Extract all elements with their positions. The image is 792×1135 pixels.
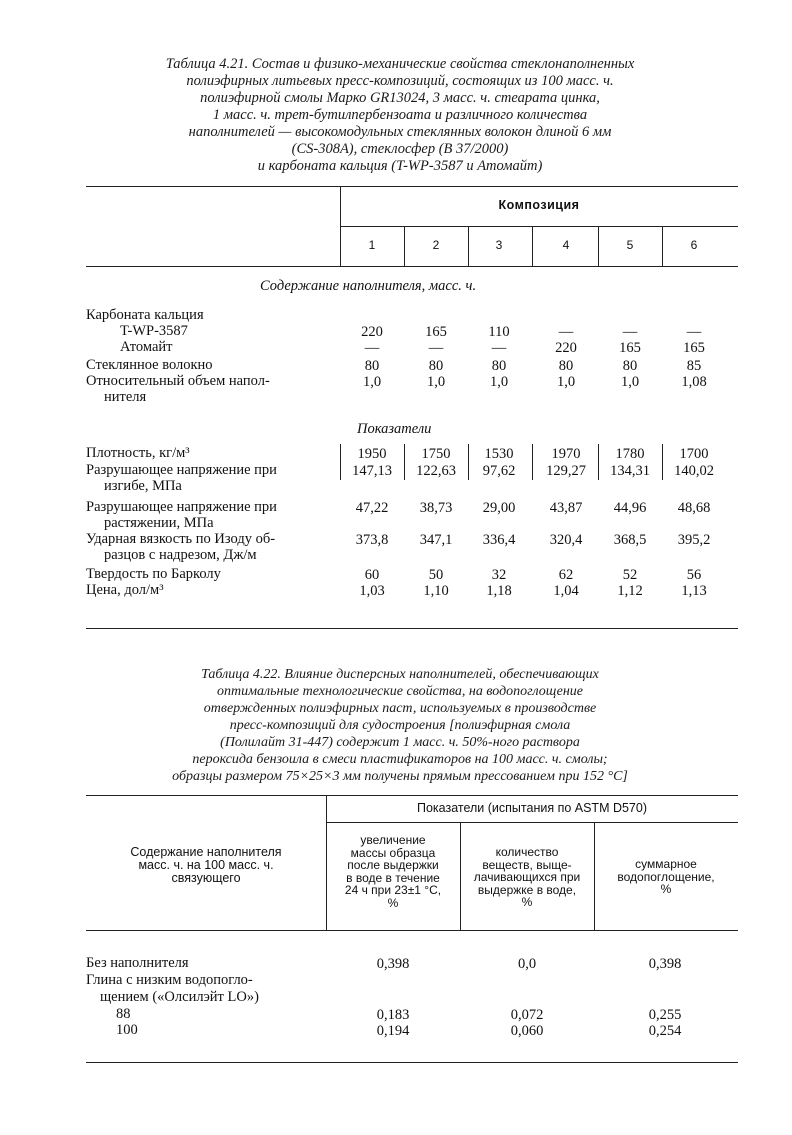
- table1-cell: —: [364, 340, 380, 356]
- table2-cell: 0,255: [648, 1007, 682, 1023]
- table1-column-number: 4: [562, 238, 570, 252]
- table1-body-column-divider: [404, 444, 405, 480]
- table2-top-rule: [86, 795, 738, 796]
- table1-row-label: Плотность, кг/м³: [86, 445, 190, 461]
- table1-row-label-continued: разцов с надрезом, Дж/м: [104, 547, 257, 563]
- table1-cell: 29,00: [482, 500, 516, 516]
- table2-col1-header: [328, 834, 458, 909]
- table1-cell: 62: [558, 567, 574, 583]
- table1-row-label-continued: нителя: [104, 389, 147, 405]
- table1-column-number: 6: [690, 238, 698, 252]
- header-line: 24 ч при 23±1 °С,: [344, 883, 442, 897]
- table2-stub-divider: [326, 795, 327, 930]
- table1-body-stub-divider: [340, 444, 341, 480]
- table1-cell: 373,8: [355, 532, 389, 548]
- caption-line: 1 масс. ч. трет-бутилпербензоата и различного количества: [212, 107, 588, 123]
- header-line: лачивающихся при: [473, 870, 581, 884]
- caption-line: и карбоната кальция (T-WP-3587 и Атомайт): [257, 158, 543, 174]
- table1-cell: 220: [361, 324, 383, 340]
- table1-cell: 85: [686, 358, 702, 374]
- table1-group-rule: [340, 226, 738, 227]
- table1-cell: —: [558, 324, 574, 340]
- table1-cell: 1530: [484, 446, 514, 462]
- header-line: масс. ч. на 100 масс. ч.: [138, 858, 274, 872]
- table1-body-column-divider: [468, 444, 469, 480]
- table1-cell: 32: [491, 567, 507, 583]
- table1-body-column-divider: [598, 444, 599, 480]
- header-line: %: [387, 895, 399, 910]
- table1-cell: 147,13: [352, 463, 392, 479]
- table1-column-divider: [598, 226, 599, 266]
- table1-cell: 165: [619, 340, 641, 356]
- header-line: в воде в течение: [346, 870, 440, 885]
- table1-cell: 50: [428, 567, 444, 583]
- table1-cell: 1,13: [681, 583, 707, 599]
- table1-group-header: Композиция: [498, 198, 580, 212]
- caption-line: пероксида бензоила в смеси пластификаторов на 100 масс. ч. смолы;: [192, 752, 608, 767]
- table1-column-number: 1: [368, 238, 376, 252]
- table2-group-header: Показатели (испытания по ASTM D570): [416, 801, 648, 815]
- table1-cell: 1,04: [553, 583, 579, 599]
- table1-cell: 220: [555, 340, 577, 356]
- table1-cell: 80: [428, 358, 444, 374]
- table1-cell: 48,68: [677, 500, 711, 516]
- table1-row-label: T-WP-3587: [120, 323, 188, 339]
- table1-cell: 368,5: [613, 532, 647, 548]
- table1-row-label: Атомайт: [120, 339, 173, 355]
- table1-cell: 80: [558, 358, 574, 374]
- table1-cell: 1750: [421, 446, 451, 462]
- table2-first-col-header: [90, 846, 322, 885]
- table1-column-divider: [662, 226, 663, 266]
- table1-cell: —: [622, 324, 638, 340]
- table1-cell: 1970: [551, 446, 581, 462]
- table2-group-rule: [326, 822, 738, 823]
- table1-row-label: Ударная вязкость по Изоду об-: [86, 531, 276, 547]
- table1-cell: 1,0: [489, 374, 509, 390]
- table1-row-label: Твердость по Барколу: [86, 566, 221, 582]
- table2-cell: 0,398: [376, 956, 410, 972]
- table1-row-label-continued: изгибе, МПа: [104, 478, 182, 494]
- table2-cell: 0,072: [510, 1007, 544, 1023]
- table2-row-label: 88: [116, 1006, 131, 1022]
- table2-col2-header: [462, 846, 592, 909]
- caption-line: образцы размером 75×25×3 мм получены прямым прессованием при 152 °С]: [172, 769, 628, 784]
- table1-cell: 97,62: [482, 463, 516, 479]
- table2-bottom-rule: [86, 1062, 738, 1063]
- header-line: веществ, выще-: [482, 857, 572, 872]
- table2-col3-header: [596, 858, 736, 896]
- table2-row-label: Без наполнителя: [86, 955, 189, 971]
- header-line: массы образца: [350, 845, 436, 860]
- table1-header-bottom-rule: [86, 266, 738, 267]
- table1-column-divider: [468, 226, 469, 266]
- table2-row-label: Глина с низким водопогло-: [86, 972, 253, 988]
- table1-cell: 110: [488, 324, 510, 340]
- header-line: Содержание наполнителя: [130, 845, 282, 859]
- table1-cell: 1,0: [426, 374, 446, 390]
- table1-cell: 80: [364, 358, 380, 374]
- header-line: водопоглощение,: [617, 869, 715, 884]
- table1-cell: 140,02: [674, 463, 714, 479]
- table1-cell: 52: [622, 567, 638, 583]
- table1-top-rule: [86, 186, 738, 187]
- table1-cell: 129,27: [546, 463, 586, 479]
- table1-cell: 80: [622, 358, 638, 374]
- table1-cell: 60: [364, 567, 380, 583]
- table2-row-label: 100: [116, 1022, 138, 1038]
- table2-cell: 0,183: [376, 1007, 410, 1023]
- table-4-21-caption: [60, 56, 740, 175]
- caption-line: оптимальные технологические свойства, на водопоглощение: [216, 684, 584, 699]
- header-line: увеличение: [360, 833, 426, 847]
- caption-line: полиэфирной смолы Марко GR13024, 3 масс. ч. стеарата цинка,: [200, 90, 600, 106]
- table1-cell: 1,12: [617, 583, 643, 599]
- table1-cell: 134,31: [610, 463, 650, 479]
- table1-cell: 1700: [679, 446, 709, 462]
- table1-cell: 47,22: [355, 500, 389, 516]
- caption-line: Таблица 4.21. Состав и физико-механические свойства стеклонаполненных: [165, 56, 635, 72]
- table1-column-number: 2: [432, 238, 440, 252]
- table1-cell: 1,0: [556, 374, 576, 390]
- caption-line: (CS-308A), стеклосфер (В 37/2000): [291, 141, 509, 157]
- caption-line: полиэфирных литьевых пресс-композиций, состоящих из 100 масс. ч.: [186, 73, 614, 89]
- table1-cell: 44,96: [613, 500, 647, 516]
- table2-col-divider-2: [594, 822, 595, 930]
- caption-line: пресс-композиций для судостроения [полиэфирная смола: [229, 718, 571, 733]
- caption-line: Таблица 4.22. Влияние дисперсных наполнителей, обеспечивающих: [201, 667, 599, 682]
- header-line: выдержке в воде,: [477, 882, 577, 897]
- table1-cell: 1,0: [362, 374, 382, 390]
- table1-column-number: 5: [626, 238, 634, 252]
- table1-column-divider: [404, 226, 405, 266]
- table1-cell: 1,18: [486, 583, 512, 599]
- table1-cell: 165: [425, 324, 447, 340]
- table1-row-label: Цена, дол/м³: [86, 582, 164, 598]
- table1-section1-title: Содержание наполнителя, масс. ч.: [260, 278, 477, 294]
- table2-header-bottom-rule: [86, 930, 738, 931]
- table1-cell: 336,4: [482, 532, 516, 548]
- table1-row-label: Относительный объем напол-: [86, 373, 270, 389]
- table1-cell: 1,10: [423, 583, 449, 599]
- table1-cell: 38,73: [419, 500, 453, 516]
- header-line: %: [660, 882, 672, 896]
- table1-cell: 347,1: [419, 532, 453, 548]
- table2-cell: 0,0: [517, 956, 537, 972]
- table1-cell: 1780: [615, 446, 645, 462]
- table2-cell: 0,060: [510, 1023, 544, 1039]
- table1-cell: 80: [491, 358, 507, 374]
- table2-col-divider-1: [460, 822, 461, 930]
- caption-line: наполнителей — высокомодульных стеклянных волокон длиной 6 мм: [188, 124, 612, 140]
- table1-column-divider: [532, 226, 533, 266]
- caption-line: отвержденных полиэфирных паст, используемых в производстве: [203, 701, 597, 716]
- header-line: количество: [495, 845, 559, 859]
- table1-row-label: Карбоната кальция: [86, 307, 204, 323]
- table1-row-label: Разрушающее напряжение при: [86, 499, 277, 515]
- table2-cell: 0,254: [648, 1023, 682, 1039]
- header-line: суммарное: [635, 857, 697, 871]
- table1-cell: 320,4: [549, 532, 583, 548]
- table1-cell: 43,87: [549, 500, 583, 516]
- table1-body-column-divider: [532, 444, 533, 480]
- table1-column-number: 3: [495, 238, 503, 252]
- table2-cell: 0,194: [376, 1023, 410, 1039]
- table1-cell: 1,0: [620, 374, 640, 390]
- table1-row-label-continued: растяжении, МПа: [104, 515, 214, 531]
- header-line: после выдержки: [347, 858, 439, 872]
- table1-cell: 1950: [357, 446, 387, 462]
- table1-cell: —: [491, 340, 507, 356]
- table1-cell: 395,2: [677, 532, 711, 548]
- table1-section2-title: Показатели: [357, 421, 432, 437]
- table2-cell: 0,398: [648, 956, 682, 972]
- table1-cell: 1,08: [681, 374, 707, 390]
- caption-line: (Полилайт 31-447) содержит 1 масс. ч. 50%-ного раствора: [220, 735, 580, 750]
- table1-bottom-rule: [86, 628, 738, 629]
- header-line: %: [521, 895, 533, 909]
- table1-cell: 165: [683, 340, 705, 356]
- table1-body-column-divider: [662, 444, 663, 480]
- table1-cell: —: [686, 324, 702, 340]
- table1-cell: 1,03: [359, 583, 385, 599]
- table1-cell: 122,63: [416, 463, 456, 479]
- table1-row-label: Разрушающее напряжение при: [86, 462, 277, 478]
- table1-row-label: Стеклянное волокно: [86, 357, 213, 373]
- header-line: связующего: [171, 871, 241, 885]
- table1-cell: 56: [686, 567, 702, 583]
- table-4-22-caption: [60, 666, 740, 785]
- table1-cell: —: [428, 340, 444, 356]
- table2-row-label: щением («Олсилэйт LO»): [100, 989, 259, 1005]
